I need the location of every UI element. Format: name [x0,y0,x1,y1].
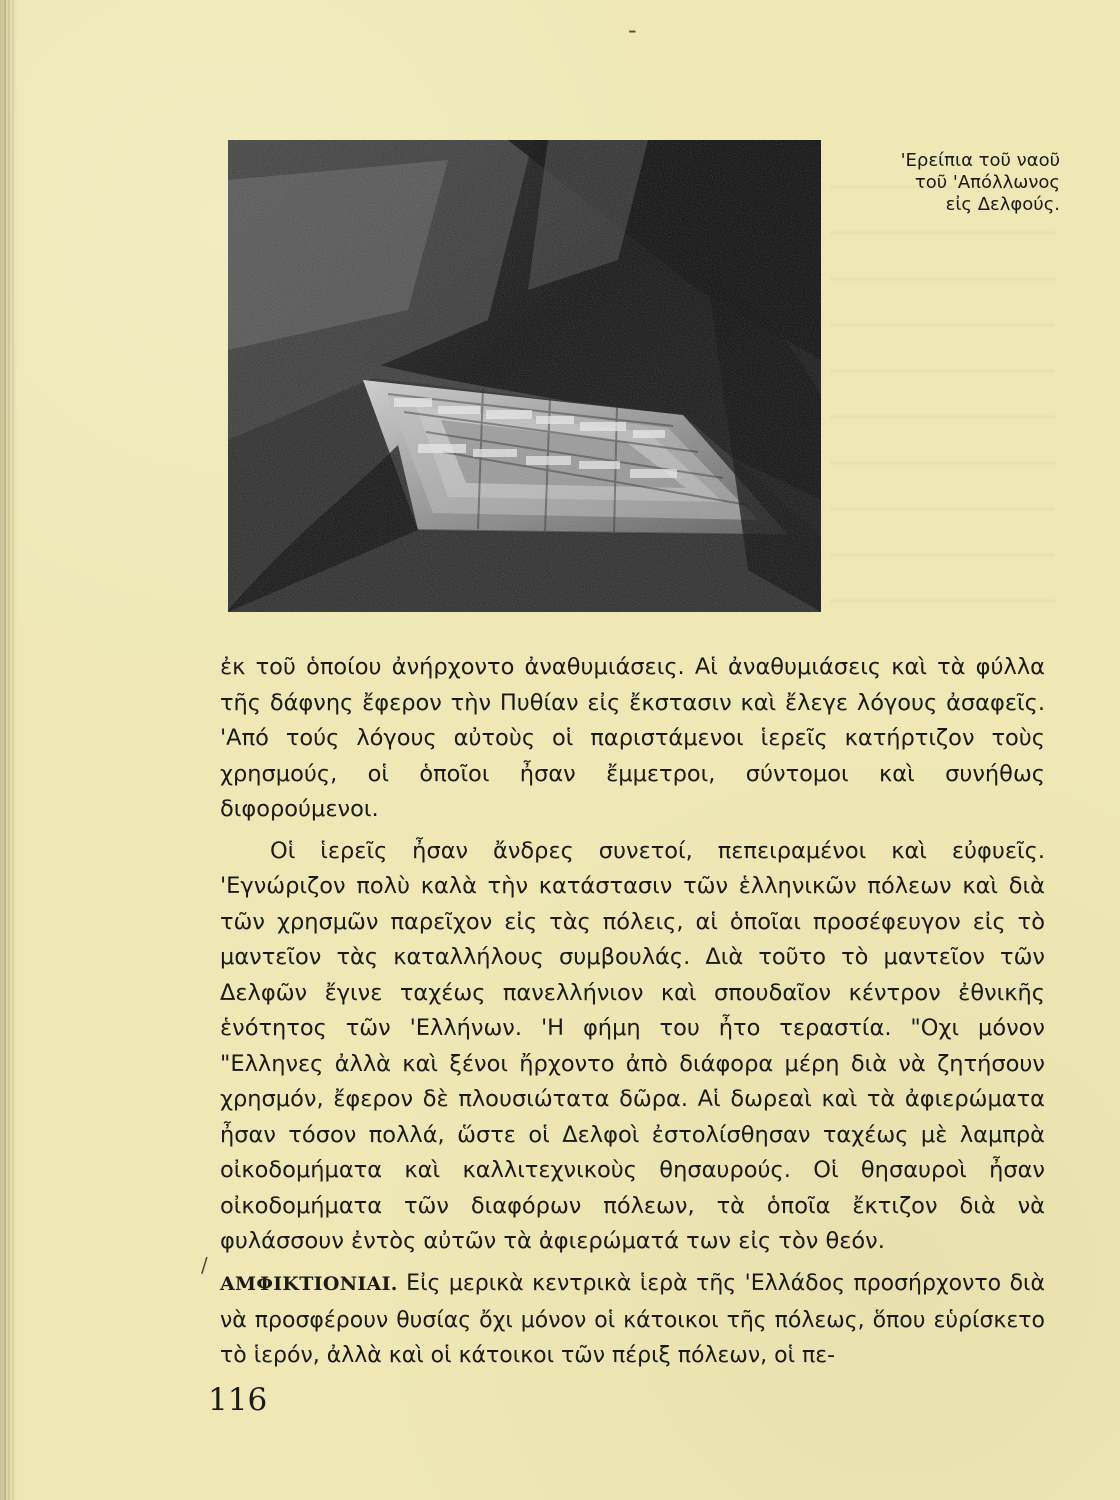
temple-ruins-illustration [228,140,821,612]
main-text [220,650,1045,1260]
page-number: 116 [208,1382,268,1418]
page-edge [0,0,18,1500]
print-mark: ‐ [628,16,637,44]
section-text: Εἰς μερικὰ κεντρικὰ ἱερὰ τῆς 'Ελλάδος προσήρχοντο διὰ νὰ προσφέρουν θυσίας ὄχι μόνον οἱ κάτοικοι τῆς πόλεως, ὅπου εὑρίσκετο τὸ ἱερόν, ἀλλὰ καὶ οἱ κάτοικοι τῶν πέριξ πόλεων, οἱ πε- [220,1271,1045,1368]
photo-caption: 'Ερείπια τοῦ ναοῦ τοῦ 'Απόλλωνος εἰς Δελφούς. [900,150,1060,215]
paragraph-two: Οἱ ἱερεῖς ἦσαν ἄνδρες συνετοί, πεπειραμένοι καὶ εὐφυεῖς. 'Εγνώριζον πολὺ καλὰ τὴν κατάστασιν τῶν ἑλληνικῶν πόλεων καὶ διὰ τῶν χρησμῶν παρεῖχον εἰς τὰς πόλεις, αἱ ὁποῖαι προσέφευγον εἰς τὸ μαντεῖον τὰς καταλλήλους συμβουλάς. Διὰ τοῦτο τὸ μαντεῖον τῶν Δελφῶν ἔγινε ταχέως πανελλήνιον καὶ σπουδαῖον κέντρον ἐθνικῆς ἑνότητος τῶν 'Ελλήνων. 'Η φήμη του ἦτο τεραστία. "Οχι μόνον "Ελληνες ἀλλὰ καὶ ξένοι ἤρχοντο ἀπὸ διάφορα μέρη διὰ νὰ ζητήσουν χρησμόν, ἔφερον δὲ πλουσιώτατα δῶρα. Αἱ δωρεαὶ καὶ τὰ ἀφιερώματα ἦσαν τόσον πολλά, ὥστε οἱ Δελφοὶ ἐστολίσθησαν ταχέως μὲ λαμπρὰ οἰκοδομήματα καὶ καλλιτεχνικοὺς θησαυρούς. Οἱ θησαυροὶ ἦσαν οἰκοδομήματα τῶν διαφόρων πόλεων, τὰ ὁποῖα ἔκτιζον διὰ νὰ φυλάσσουν ἐντὸς αὐτῶν τὰ ἀφιερώματά των εἰς τὸν θεόν. [220,837,1045,1254]
amphictyony-section [220,1266,1045,1374]
margin-mark: / [201,1253,208,1277]
show-through-text [830,165,1055,625]
paragraph-one: ἐκ τοῦ ὁποίου ἀνήρχοντο ἀναθυμιάσεις. Αἱ ἀναθυμιάσεις καὶ τὰ φύλλα τῆς δάφνης ἔφερον τὴν Πυθίαν εἰς ἔκστασιν καὶ ἔλεγε λόγους ἀσαφεῖς. 'Από τούς λόγους αὐτοὺς οἱ παριστάμενοι ἱερεῖς κατήρτιζον τοὺς χρησμούς, οἱ ὁποῖοι ἦσαν ἔμμετροι, σύντομοι καὶ συνήθως διφορούμενοι. [220,654,1045,822]
section-heading: ΑΜΦΙΚΤΙΟΝΙΑΙ. [220,1273,398,1295]
temple-ruins-photo [228,140,821,612]
